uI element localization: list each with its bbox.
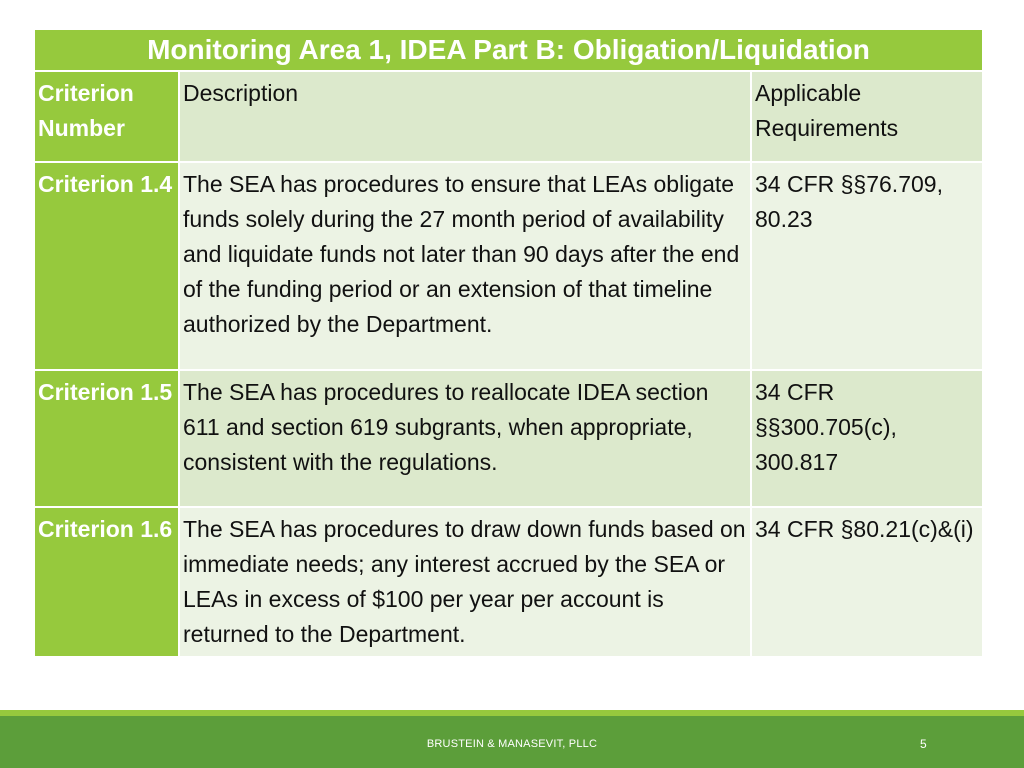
criterion-cell: Criterion 1.5 [34, 370, 179, 507]
slide-title: Monitoring Area 1, IDEA Part B: Obligation/Liquidation [34, 29, 983, 71]
criteria-table [33, 28, 984, 658]
criterion-cell: Criterion 1.6 [34, 507, 179, 657]
requirements-cell: 34 CFR §80.21(c)&(i) [751, 507, 983, 657]
table-row [34, 370, 983, 507]
description-cell: The SEA has procedures to draw down funds based on immediate needs; any interest accrued by the SEA or LEAs in excess of $100 per year per account is returned to the Department. [179, 507, 751, 657]
header-description: Description [179, 71, 751, 162]
requirements-cell: 34 CFR §§76.709, 80.23 [751, 162, 983, 370]
requirements-cell: 34 CFR §§300.705(c), 300.817 [751, 370, 983, 507]
footer-firm-name: BRUSTEIN & MANASEVIT, PLLC [426, 738, 598, 750]
description-cell: The SEA has procedures to reallocate IDEA section 611 and section 619 subgrants, when appropriate, consistent with the regulations. [179, 370, 751, 507]
description-cell: The SEA has procedures to ensure that LEAs obligate funds solely during the 27 month period of availability and liquidate funds not later than 90 days after the end of the funding period or an extension of that timeline authorized by the Department. [179, 162, 751, 370]
page-number: 5 [920, 737, 927, 751]
title-row [34, 29, 983, 71]
header-applicable-requirements: Applicable Requirements [751, 71, 983, 162]
header-row [34, 71, 983, 162]
table-row [34, 507, 983, 657]
criterion-cell: Criterion 1.4 [34, 162, 179, 370]
table-row [34, 162, 983, 370]
header-criterion-number: Criterion Number [34, 71, 179, 162]
